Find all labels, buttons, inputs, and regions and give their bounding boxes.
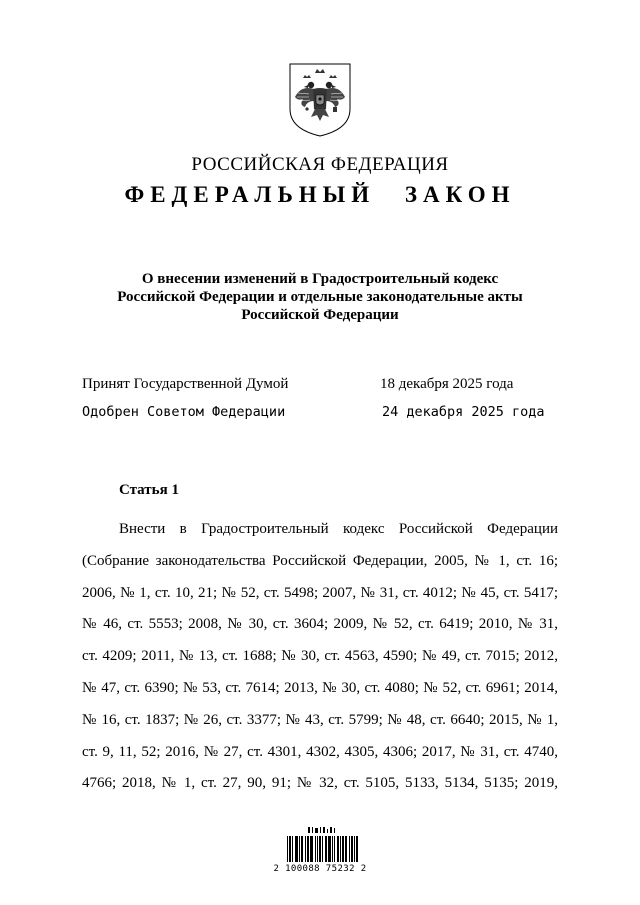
document-type: ФЕДЕРАЛЬНЫЙ ЗАКОН	[124, 182, 516, 207]
article-heading: Статья 1	[119, 482, 179, 498]
article-body-line: (Собрание законодательства Российской Федерации, 2005, № 1, ст. 16;	[82, 552, 558, 569]
duma-adoption-label: Принят Государственной Думой	[82, 376, 289, 392]
law-title-line: Российской Федерации и отдельные законодательные акты	[117, 289, 523, 305]
article-body-line: № 16, ст. 1837; № 26, ст. 3377; № 43, ст. 5799; № 48, ст. 6640; 2015, № 1,	[82, 711, 558, 728]
article-body-line: 2006, № 1, ст. 10, 21; № 52, ст. 5498; 2007, № 31, ст. 4012; № 45, ст. 5417;	[82, 584, 558, 601]
law-title-line: Российской Федерации	[241, 307, 399, 323]
country-name: РОССИЙСКАЯ ФЕДЕРАЦИЯ	[191, 154, 449, 175]
article-body-line: 4766; 2018, № 1, ст. 27, 90, 91; № 32, ст. 5105, 5133, 5134, 5135; 2019,	[82, 775, 558, 792]
council-approval-label: Одобрен Советом Федерации	[82, 404, 286, 420]
council-approval-date: 24 декабря 2025 года	[382, 404, 545, 420]
coat-of-arms-icon	[289, 63, 351, 137]
article-body-line: Внести в Градостроительный кодекс Российской Федерации	[119, 521, 558, 537]
article-body	[82, 514, 558, 800]
law-title-line: О внесении изменений в Градостроительный кодекс	[141, 271, 499, 287]
barcode-bars	[287, 836, 358, 862]
article-body-line: № 46, ст. 5553; 2008, № 30, ст. 3604; 2009, № 52, ст. 6419; 2010, № 31,	[82, 616, 558, 633]
law-title	[80, 270, 560, 324]
article-body-line: ст. 4209; 2011, № 13, ст. 1688; № 30, ст. 4563, 4590; № 49, ст. 7015; 2012,	[82, 648, 558, 665]
barcode-number: 2 100088 75232 2	[273, 864, 367, 874]
article-body-line: № 47, ст. 6390; № 53, ст. 7614; 2013, № 30, ст. 4080; № 52, ст. 6961; 2014,	[82, 679, 558, 696]
article-body-line: ст. 9, 11, 52; 2016, № 27, ст. 4301, 4302, 4305, 4306; 2017, № 31, ст. 4740,	[82, 743, 558, 760]
barcode-header-mark	[308, 827, 335, 833]
duma-adoption-date: 18 декабря 2025 года	[380, 376, 514, 392]
